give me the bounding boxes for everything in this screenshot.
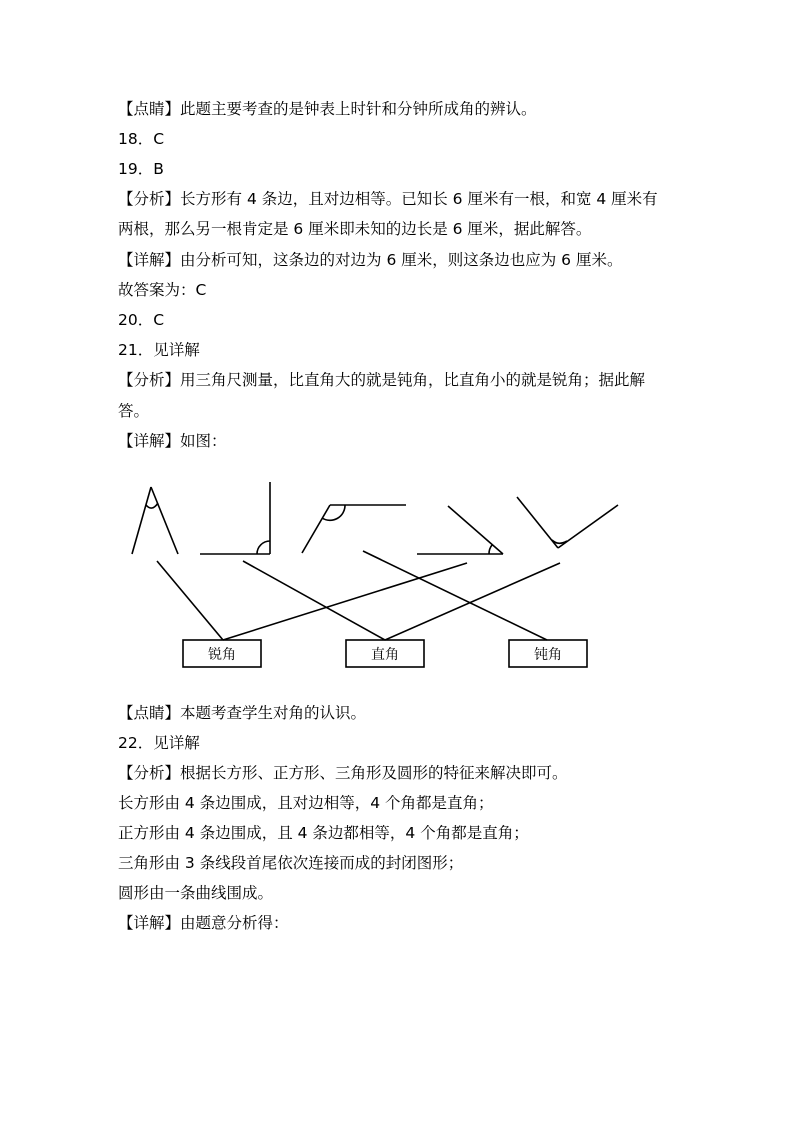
text-line	[118, 763, 568, 783]
line-tag: 【分析】	[118, 190, 181, 208]
line-text: 圆形由一条曲线围成。	[118, 884, 274, 902]
obtuse-angle-shape-1	[302, 505, 406, 553]
text-line	[118, 793, 494, 813]
line-text: 此题主要考查的是钟表上时针和分钟所成角的辨认。	[180, 100, 537, 118]
text-line	[118, 883, 273, 903]
right-label: 直角	[371, 647, 399, 663]
connector-line	[223, 563, 467, 640]
line-tag: 【详解】	[118, 914, 181, 932]
line-text: 18．C	[118, 130, 165, 148]
text-line	[118, 823, 529, 843]
text-line	[118, 853, 463, 873]
line-text: 正方形由 4 条边围成，且 4 条边都相等，4 个角都是直角；	[118, 824, 529, 842]
connector-line	[243, 561, 385, 640]
line-text: 如图：	[180, 432, 227, 450]
connector-line	[363, 551, 547, 640]
line-text: 故答案为：C	[118, 281, 207, 299]
obtuse-angle-shape-2	[517, 497, 618, 548]
connector-line	[157, 561, 223, 640]
line-tag: 【分析】	[118, 371, 181, 389]
right-angle-shape	[200, 482, 270, 554]
line-text: 由题意分析得：	[180, 914, 289, 932]
acute-label: 锐角	[208, 647, 236, 663]
text-line	[118, 913, 289, 933]
line-text: 根据长方形、正方形、三角形及圆形的特征来解决即可。	[180, 764, 568, 782]
line-tag: 【详解】	[118, 432, 181, 450]
line-text: 本题考查学生对角的认识。	[180, 704, 367, 722]
line-text: 20．C	[118, 311, 165, 329]
text-line	[118, 703, 366, 723]
line-text: 两根，那么另一根肯定是 6 厘米即未知的边长是 6 厘米，据此解答。	[118, 220, 592, 238]
line-text: 长方形由 4 条边围成，且对边相等，4 个角都是直角；	[118, 794, 494, 812]
line-text: 19．B	[118, 160, 164, 178]
text-line	[118, 733, 200, 753]
line-tag: 【详解】	[118, 251, 181, 269]
line-text: 由分析可知，这条边的对边为 6 厘米，则这条边也应为 6 厘米。	[180, 251, 623, 269]
obtuse-label: 钝角	[534, 647, 562, 663]
line-text: 用三角尺测量，比直角大的就是钝角，比直角小的就是锐角；据此解	[180, 371, 646, 389]
acute-angle-shape-2	[417, 506, 503, 554]
line-text: 21．见详解	[118, 341, 200, 359]
line-text: 22．见详解	[118, 734, 200, 752]
line-text: 三角形由 3 条线段首尾依次连接而成的封闭图形；	[118, 854, 464, 872]
line-text: 答。	[118, 402, 150, 420]
line-text: 长方形有 4 条边，且对边相等。已知长 6 厘米有一根，和宽 4 厘米有	[180, 190, 658, 208]
line-tag: 【点睛】	[118, 100, 181, 118]
line-tag: 【点睛】	[118, 704, 181, 722]
line-tag: 【分析】	[118, 764, 181, 782]
acute-angle-shape	[132, 487, 178, 554]
